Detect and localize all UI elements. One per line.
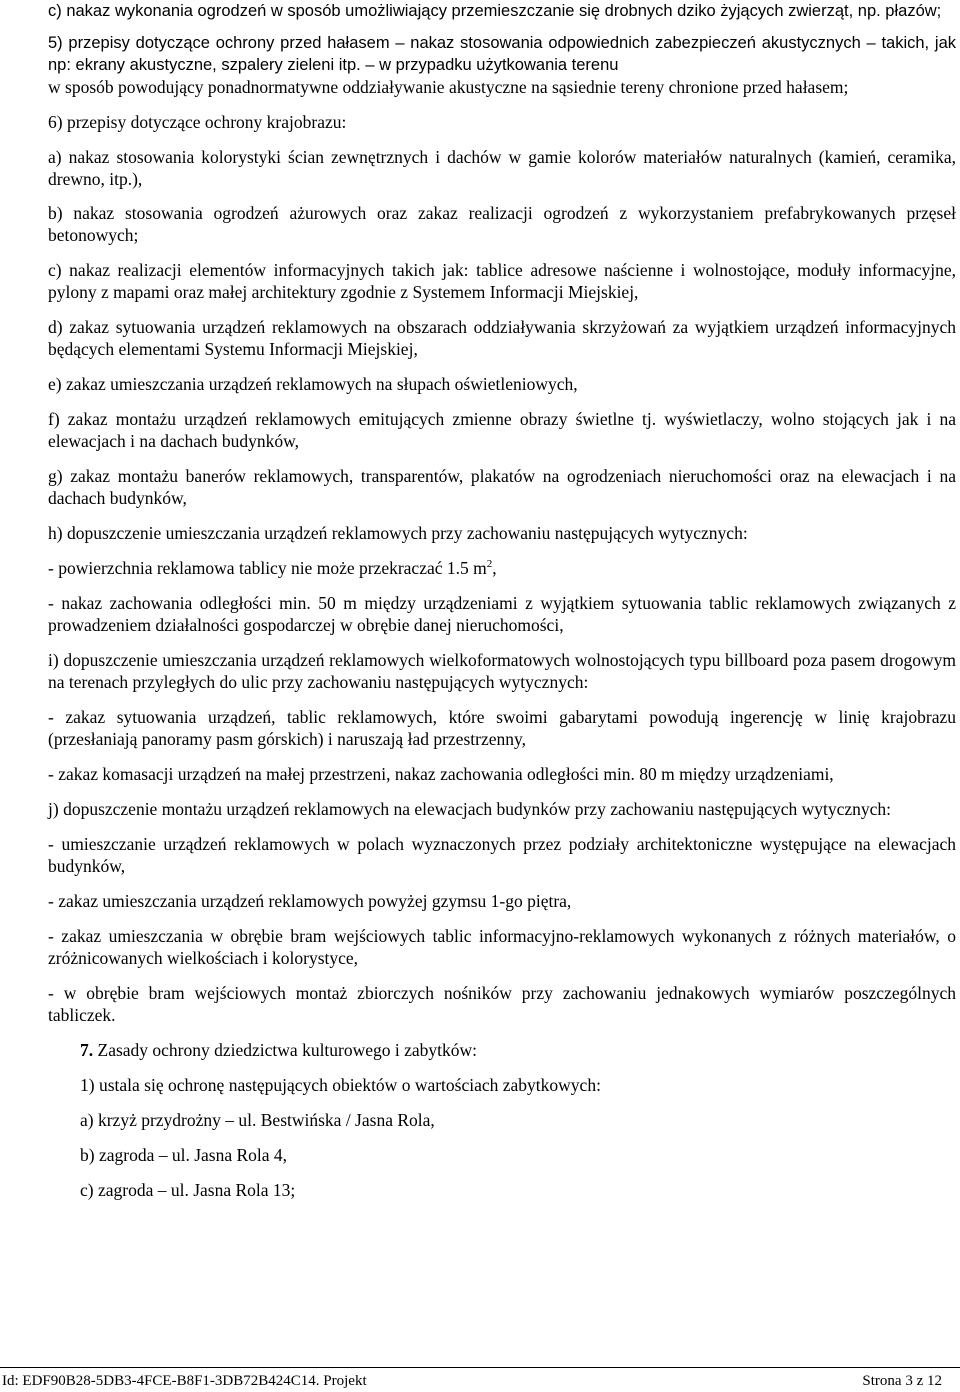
paragraph-6i-item-2: - zakaz komasacji urządzeń na małej przestrzeni, nakaz zachowania odległości min. 80 m między urządzeniami, [48,764,834,784]
page-footer [0,1367,960,1392]
document-id: Id: EDF90B28-5DB3-4FCE-B8F1-3DB72B424C14. Projekt [2,1373,367,1389]
paragraph-6h-item-1-end: , [492,558,497,578]
paragraph-6b: b) nakaz stosowania ogrodzeń ażurowych oraz zakaz realizacji ogrodzeń z wykorzystaniem prefabrykowanych przęseł betonowych; [48,203,956,245]
paragraph-c-amphibians: c) nakaz wykonania ogrodzeń w sposób umożliwiający przemieszczanie się drobnych dziko żyjących zwierząt, np. płazów; [48,2,942,20]
section-7-item-a: a) krzyż przydrożny – ul. Bestwińska / Jasna Rola, [80,1110,435,1130]
paragraph-6h: h) dopuszczenie umieszczania urządzeń reklamowych przy zachowaniu następujących wytycznych: [48,523,748,543]
paragraph-6a: a) nakaz stosowania kolorystyki ścian zewnętrznych i dachów w gamie kolorów materiałów naturalnych (kamień, ceramika, drewno, itp.), [48,147,956,189]
paragraph-6f: f) zakaz montażu urządzeń reklamowych emitujących zmienne obrazy świetlne tj. wyświetlaczy, wolno stojących jak i na elewacjach i na dachach budynków, [48,409,956,451]
section-7-heading [48,1039,956,1061]
paragraph-6h-item-2: - nakaz zachowania odległości min. 50 m między urządzeniami z wyjątkiem sytuowania tablic reklamowych związanych z prowadzeniem działalności gospodarczej w obrębie danej nieruchomości, [48,593,956,635]
section-7-title: Zasady ochrony dziedzictwa kulturowego i zabytków: [93,1040,478,1060]
superscript-2: 2 [486,558,493,571]
paragraph-6i-item-1: - zakaz sytuowania urządzeń, tablic reklamowych, które swoimi gabarytami powodują ingerencję w linię krajobrazu (przesłaniają panoramy pasm górskich) i naruszają ład przestrzenny, [48,707,956,749]
paragraph-6h-item-1-text: - powierzchnia reklamowa tablicy nie może przekraczać 1.5 m [48,558,487,578]
paragraph-6i: i) dopuszczenie umieszczania urządzeń reklamowych wielkoformatowych wolnostojących typu billboard poza pasem drogowym na terenach przyległych do ulic przy zachowaniu następujących wytycznych: [48,650,956,692]
section-7-number: 7. [80,1040,94,1060]
paragraph-6d: d) zakaz sytuowania urządzeń reklamowych na obszarach oddziaływania skrzyżowań za wyjątkiem urządzeń informacyjnych będących elementami Systemu Informacji Miejskiej, [48,317,956,359]
paragraph-6j-item-4: - w obrębie bram wejściowych montaż zbiorczych nośników przy zachowaniu jednakowych wymiarów poszczególnych tabliczek. [48,983,956,1025]
paragraph-6e: e) zakaz umieszczania urządzeń reklamowych na słupach oświetleniowych, [48,374,578,394]
page-number: Strona 3 z 12 [862,1373,942,1389]
paragraph-5-noise: 5) przepisy dotyczące ochrony przed hałasem – nakaz stosowania odpowiednich zabezpieczeń akustycznych – takich, jak np: ekrany akustyczne, szpalery zieleni itp. – w przypadku użytkowania terenu [48,34,956,74]
paragraph-6j-item-3: - zakaz umieszczania w obrębie bram wejściowych tablic informacyjno-reklamowych wykonanych z różnych materiałów, o zróżnicowanych wielkościach i kolorystyce, [48,926,956,968]
paragraph-6h-item-1 [48,557,956,579]
section-7-item-1: 1) ustala się ochronę następujących obiektów o wartościach zabytkowych: [80,1075,601,1095]
paragraph-6j: j) dopuszczenie montażu urządzeń reklamowych na elewacjach budynków przy zachowaniu następujących wytycznych: [48,799,892,819]
paragraph-5-noise-continued: w sposób powodujący ponadnormatywne oddziaływanie akustyczne na sąsiednie tereny chronione przed hałasem; [48,77,849,97]
paragraph-6g: g) zakaz montażu banerów reklamowych, transparentów, plakatów na ogrodzeniach nieruchomości oraz na elewacjach i na dachach budynków, [48,466,956,508]
section-7-item-b: b) zagroda – ul. Jasna Rola 4, [80,1145,288,1165]
paragraph-6c: c) nakaz realizacji elementów informacyjnych takich jak: tablice adresowe naścienne i wolnostojące, moduły informacyjne, pylony z mapami oraz małej architektury zgodnie z Systemem Informacji Miejskiej, [48,260,956,302]
paragraph-6-landscape: 6) przepisy dotyczące ochrony krajobrazu: [48,112,347,132]
paragraph-6j-item-2: - zakaz umieszczania urządzeń reklamowych powyżej gzymsu 1-go piętra, [48,891,572,911]
document-page [48,0,956,1201]
paragraph-6j-item-1: - umieszczanie urządzeń reklamowych w polach wyznaczonych przez podziały architektoniczne występujące na elewacjach budynków, [48,834,956,876]
section-7-item-c: c) zagroda – ul. Jasna Rola 13; [80,1180,296,1200]
